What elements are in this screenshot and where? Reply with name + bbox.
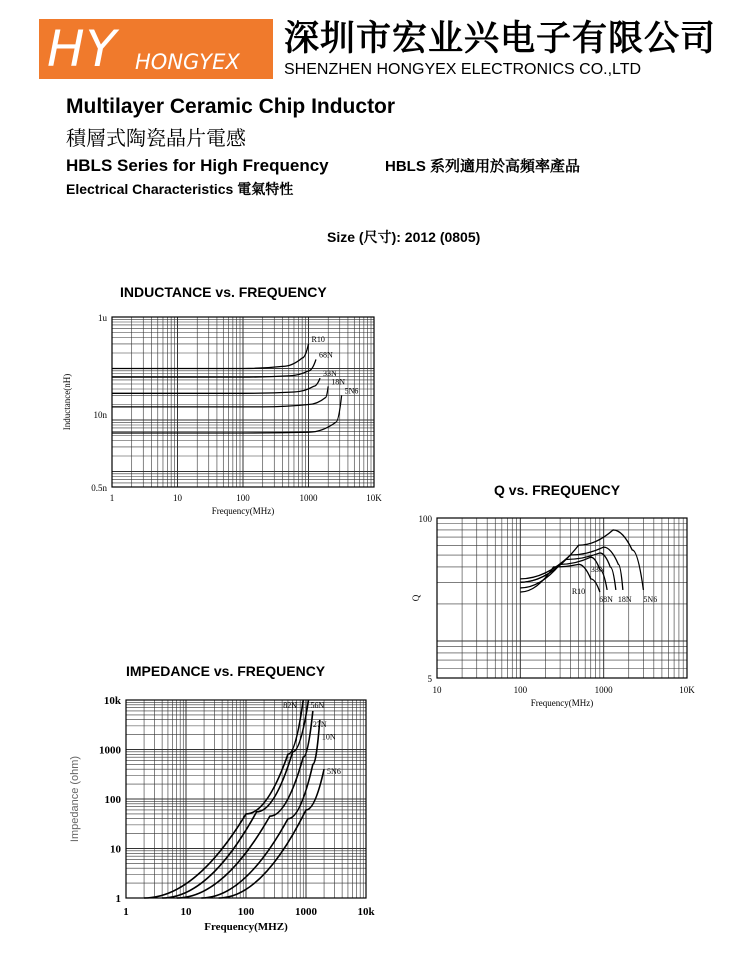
x-tick-label: 1 xyxy=(109,493,115,503)
series-label: 56N xyxy=(310,701,325,710)
inductance-chart-title: INDUCTANCE vs. FREQUENCY xyxy=(120,284,327,300)
y-tick-label: 10n xyxy=(93,409,107,420)
impedance-chart-title: IMPEDANCE vs. FREQUENCY xyxy=(126,663,326,679)
series-label: 68N xyxy=(599,594,613,604)
characteristics-heading: Electrical Characteristics 電氣特性 xyxy=(66,181,294,197)
x-tick-label: 10 xyxy=(180,906,192,918)
y-tick-label: 0.5n xyxy=(91,483,107,493)
series-line xyxy=(112,386,328,406)
company-name-cn: 深圳市宏业兴电子有限公司 xyxy=(284,19,717,59)
x-tick-label: 1000 xyxy=(295,906,317,918)
y-tick-label: 1 xyxy=(115,893,121,905)
x-tick-label: 10 xyxy=(432,685,442,695)
impedance-chart xyxy=(66,690,381,945)
series-line xyxy=(112,344,309,369)
x-axis-label: Frequency(MHZ) xyxy=(204,921,288,933)
series-label: 5N6 xyxy=(327,767,341,777)
x-tick-label: 10k xyxy=(357,906,375,918)
y-axis-label: Inductance(nH) xyxy=(62,373,72,431)
series-title-cn: HBLS 系列適用於高頻率產品 xyxy=(385,158,581,175)
logo-initials: HY xyxy=(47,20,118,78)
x-tick-label: 1000 xyxy=(299,493,318,503)
series-label: R10 xyxy=(311,334,325,344)
y-tick-label: 10 xyxy=(110,843,121,856)
series-line xyxy=(520,530,643,590)
logo-name: HONGYEX xyxy=(135,50,240,74)
series-title-en: HBLS Series for High Frequency xyxy=(66,156,329,175)
x-tick-label: 1 xyxy=(123,906,129,918)
size-label: Size (尺寸): 2012 (0805) xyxy=(327,229,481,245)
y-tick-label: 100 xyxy=(418,514,432,524)
series-label: 5N6 xyxy=(344,386,359,396)
series-label: 10N xyxy=(321,732,336,742)
x-tick-label: 100 xyxy=(236,493,250,503)
inductance-chart xyxy=(60,305,390,520)
series-label: 68N xyxy=(318,350,333,360)
series-line xyxy=(112,395,342,433)
x-tick-label: 10 xyxy=(173,493,182,503)
series-label: 82N xyxy=(283,701,298,710)
q-chart xyxy=(405,510,725,715)
series-label: 33N xyxy=(323,369,337,379)
company-name-en: SHENZHEN HONGYEX ELECTRONICS CO.,LTD xyxy=(284,61,642,78)
y-tick-label: 5 xyxy=(427,674,432,684)
y-tick-label: 100 xyxy=(104,794,121,806)
x-axis-label: Frequency(MHz) xyxy=(530,698,594,708)
company-logo xyxy=(39,19,273,79)
y-tick-label: 1u xyxy=(98,313,107,323)
series-label: 27N xyxy=(312,719,327,729)
series-label: R10 xyxy=(571,587,586,597)
document-title-en: Multilayer Ceramic Chip Inductor xyxy=(66,95,396,118)
series-label: 33N xyxy=(590,564,605,574)
y-tick-label: 10k xyxy=(103,695,121,707)
x-axis-label: Frequency(MHz) xyxy=(211,506,275,516)
x-tick-label: 100 xyxy=(237,906,255,918)
x-tick-label: 10K xyxy=(679,685,695,695)
y-axis-label: Q xyxy=(411,594,421,602)
y-axis-label: Impedance (ohm) xyxy=(69,755,81,843)
x-tick-label: 100 xyxy=(513,685,528,695)
x-tick-label: 10K xyxy=(366,493,382,503)
series-label: 18N xyxy=(331,377,345,387)
q-chart-title: Q vs. FREQUENCY xyxy=(494,482,621,498)
series-label: 18N xyxy=(617,594,632,604)
series-line xyxy=(201,720,320,898)
y-tick-label: 1000 xyxy=(99,744,121,757)
x-tick-label: 1000 xyxy=(594,685,613,695)
series-label: 5N6 xyxy=(643,594,658,604)
document-title-cn: 積層式陶瓷晶片電感 xyxy=(66,126,246,150)
